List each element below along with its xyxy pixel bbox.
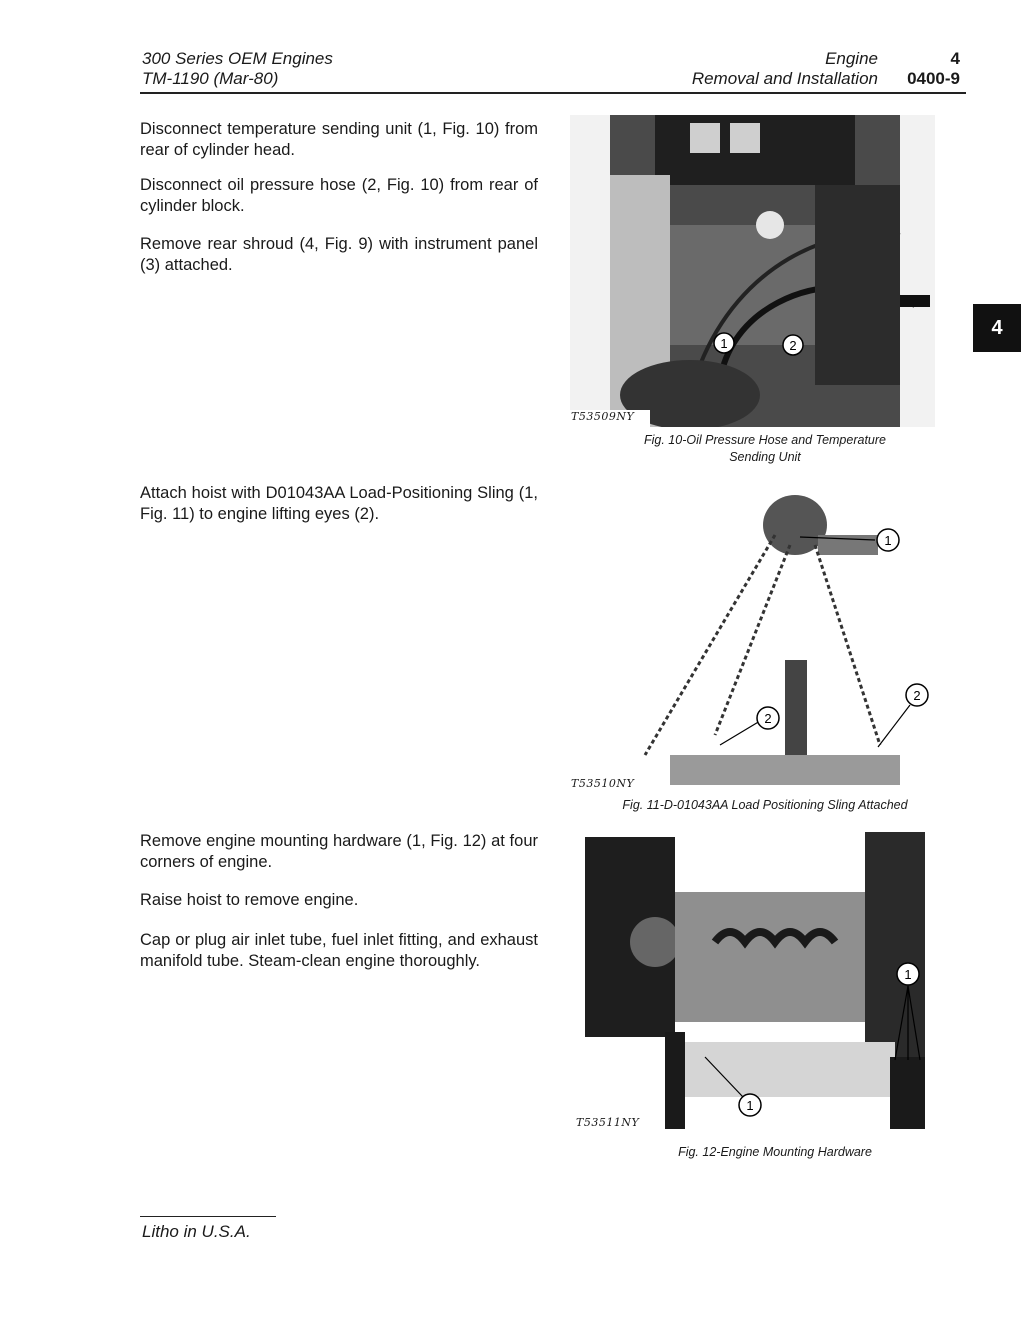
figure-10-id: T53509NY xyxy=(571,410,635,423)
footer-litho: Litho in U.S.A. xyxy=(142,1222,251,1241)
page-header-left xyxy=(142,49,333,89)
instruction-temp-sensor: Disconnect temperature sending unit (1, Fig. 10) from rear of cylinder head. xyxy=(140,120,538,159)
subsection-title: Removal and Installation xyxy=(691,69,878,88)
callout-2 xyxy=(783,335,803,355)
series-title: 300 Series OEM Engines xyxy=(142,49,333,68)
callout-1 xyxy=(714,333,734,353)
instruction-oil-hose: Disconnect oil pressure hose (2, Fig. 10) from rear of cylinder block. xyxy=(140,176,538,215)
figure-11-photo xyxy=(570,485,935,795)
manual-number: TM-1190 (Mar-80) xyxy=(142,69,279,88)
page-header-right xyxy=(907,49,960,89)
svg-text:1: 1 xyxy=(720,336,728,351)
svg-text:2: 2 xyxy=(764,711,772,726)
svg-text:2: 2 xyxy=(913,688,921,703)
instruction-raise: Raise hoist to remove engine. xyxy=(140,891,359,909)
figure-10-caption: Fig. 10-Oil Pressure Hose and Temperature Sending Unit xyxy=(643,433,886,464)
callout-1 xyxy=(739,1094,761,1116)
instruction-hoist: Attach hoist with D01043AA Load-Positioning Sling (1, Fig. 11) to engine lifting eyes (2). xyxy=(140,484,538,523)
callout-1 xyxy=(877,529,899,551)
section-tab: 4 xyxy=(973,304,1021,352)
figure-12-caption: Fig. 12-Engine Mounting Hardware xyxy=(678,1145,872,1159)
instruction-shroud: Remove rear shroud (4, Fig. 9) with instrument panel (3) attached. xyxy=(140,235,538,274)
figure-12-id: T53511NY xyxy=(576,1116,640,1129)
section-title: Engine xyxy=(825,49,878,68)
section-number: 4 xyxy=(950,49,960,68)
footer-rule xyxy=(140,1216,276,1217)
figure-10-photo xyxy=(570,115,935,427)
header-rule xyxy=(140,92,966,94)
figure-11-caption: Fig. 11-D-01043AA Load Positioning Sling Attached xyxy=(622,798,908,812)
callout-1b xyxy=(897,963,919,985)
figure-12-photo xyxy=(575,832,930,1129)
figure-11-id: T53510NY xyxy=(571,777,635,790)
engine-mount-photo xyxy=(575,832,930,1129)
callout-2 xyxy=(757,707,779,729)
page-header-section xyxy=(692,49,878,89)
sling-photo xyxy=(570,485,935,795)
svg-text:1: 1 xyxy=(904,967,912,982)
page-number: 0400-9 xyxy=(907,69,960,88)
svg-text:1: 1 xyxy=(746,1098,754,1113)
instruction-cap: Cap or plug air inlet tube, fuel inlet fitting, and exhaust manifold tube. Steam-clean engine thoroughly. xyxy=(140,931,538,970)
engine-rear-photo xyxy=(570,115,935,427)
svg-text:1: 1 xyxy=(884,533,892,548)
callout-2b xyxy=(906,684,928,706)
instruction-mounting: Remove engine mounting hardware (1, Fig. 12) at four corners of engine. xyxy=(140,832,538,871)
svg-text:2: 2 xyxy=(789,338,797,353)
